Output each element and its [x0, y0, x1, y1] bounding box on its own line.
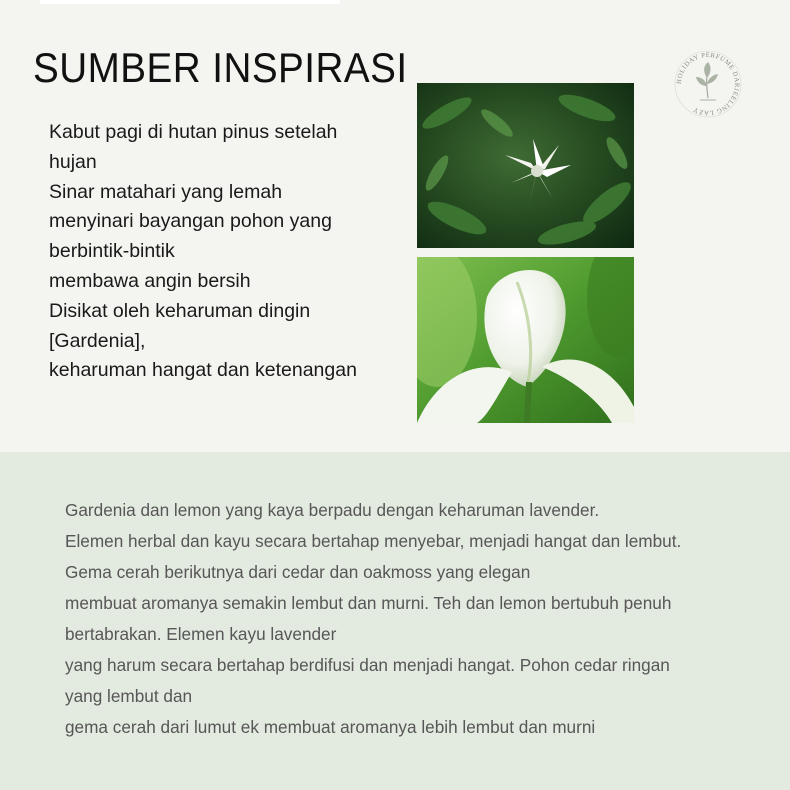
- brand-seal: [672, 48, 744, 120]
- description-line: gema cerah dari lumut ek membuat aromanya lebih lembut dan murni: [65, 717, 596, 737]
- poem: [49, 118, 399, 386]
- poem-line: Sinar matahari yang lemah: [49, 180, 283, 203]
- tea-leaf-icon: [696, 62, 718, 100]
- top-strip: [40, 0, 340, 4]
- description-line: membuat aromanya semakin lembut dan murni. Teh dan lemon bertubuh penuh: [65, 593, 672, 613]
- poem-line: [Gardenia],: [49, 329, 146, 352]
- gardenia-photo-large: [417, 257, 634, 423]
- logo-ring-text: HOLIDAY PERFUME DARJEELING LAZY: [675, 51, 741, 117]
- poem-line: Disikat oleh keharuman dingin: [49, 299, 311, 322]
- description-line: Elemen herbal dan kayu secara bertahap menyebar, menjadi hangat dan lembut.: [65, 531, 682, 551]
- poem-line: Kabut pagi di hutan pinus setelah: [49, 121, 338, 143]
- gardenia-bud-image: [417, 257, 634, 423]
- poem-line: membawa angin bersih: [49, 269, 251, 292]
- page-title: SUMBER INSPIRASI: [33, 44, 408, 91]
- description-line: Gardenia dan lemon yang kaya berpadu dengan keharuman lavender.: [65, 500, 600, 520]
- description-line: Gema cerah berikutnya dari cedar dan oakmoss yang elegan: [65, 562, 531, 582]
- poem-line: keharuman hangat dan ketenangan: [49, 359, 357, 382]
- description-line: yang lembut dan: [65, 686, 193, 706]
- gardenia-photo-small: [417, 83, 634, 248]
- description-line: bertabrakan. Elemen kayu lavender: [65, 624, 337, 644]
- poem-line: berbintik-bintik: [49, 240, 175, 263]
- brand-logo: [672, 48, 744, 120]
- description: [65, 495, 765, 743]
- poem-line: hujan: [49, 150, 97, 173]
- poem-line: menyinari bayangan pohon yang: [49, 210, 332, 233]
- description-line: yang harum secara bertahap berdifusi dan menjadi hangat. Pohon cedar ringan: [65, 655, 670, 675]
- gardenia-small-image: [417, 83, 634, 248]
- svg-text:HOLIDAY PERFUME DARJEELING LAZ: [676, 52, 740, 116]
